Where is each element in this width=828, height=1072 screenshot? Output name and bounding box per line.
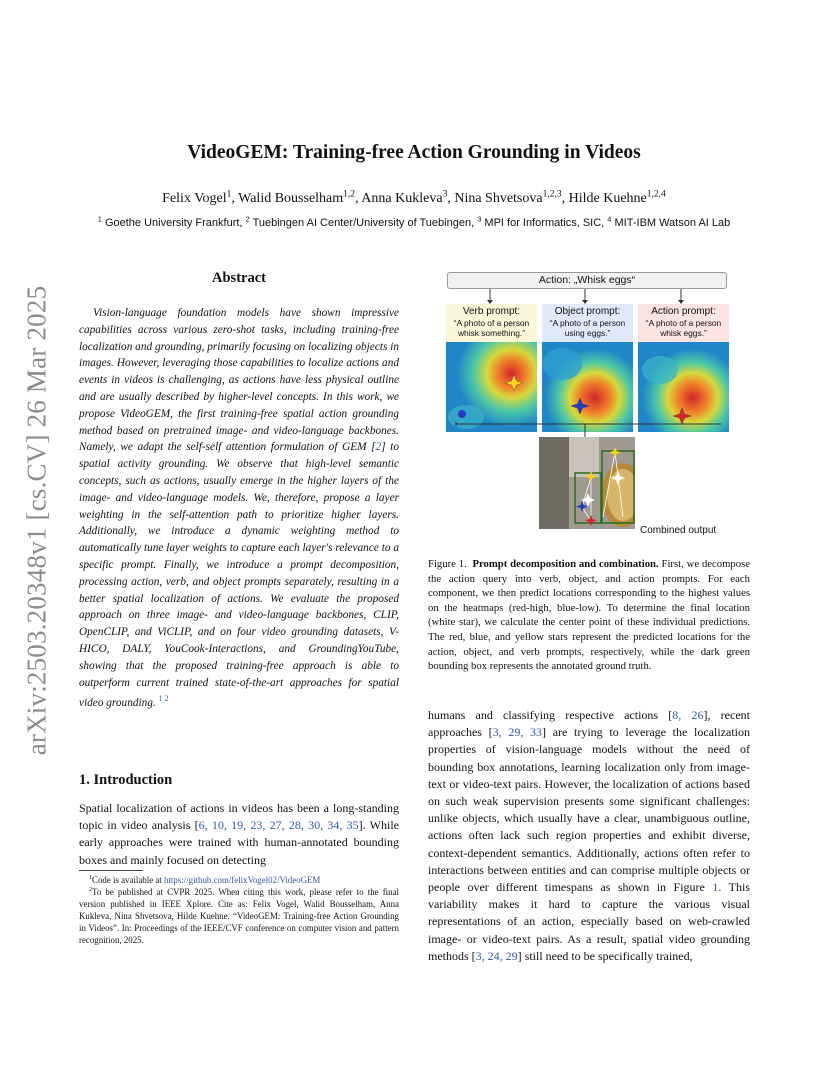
affiliation: MIT-IBM Watson AI Lab xyxy=(614,217,731,229)
verb-heatmap xyxy=(446,342,537,432)
arxiv-stamp xyxy=(20,280,54,760)
figure-1 xyxy=(446,272,730,542)
author-name: Nina Shvetsova xyxy=(454,191,543,206)
intro-paragraph: Spatial localization of actions in videos has been a long-standing topic in video analysis [6, 10, 19, 23, 27, 28, 30, 34, 35]. While early approaches were trained with human-annotated bounding boxes and mainly focused on detecting xyxy=(79,801,399,867)
citation-link[interactable]: 3, 29, 33 xyxy=(492,725,543,740)
action-query-box: Action: „Whisk eggs“ xyxy=(447,272,727,289)
author-name: Anna Kukleva xyxy=(361,191,443,206)
action-heatmap xyxy=(638,342,729,432)
affiliation: MPI for Informatics, SIC, xyxy=(484,217,605,229)
author-list: Felix Vogel$^1$, Walid Bousselham$^{1,2}$, Anna Kukleva$^3$, Nina Shvetsova$^{1,2,3}$, Hilde Kuehne$^{1,2,4}$ xyxy=(162,189,666,206)
footnote-divider xyxy=(79,870,143,871)
abstract-heading: Abstract xyxy=(212,270,266,286)
author-name: Hilde Kuehne xyxy=(568,191,647,206)
figure-caption: Figure 1. Prompt decomposition and combination. First, we decompose the action query into verb, object, and action prompts. For each component, we then predict locations corresponding to the highest values on the heatmaps (red-high, blue-low). To determine the final location (white star), we calculate the center point of these individual predictions. The red, blue, and yellow stars represent the predicted locations for the action, object, and verb prompts, respectively, while the dark green bounding box represents the annotated ground truth. xyxy=(428,558,751,673)
verb-prompt-label: Verb prompt: “A photo of a person whisk something.” xyxy=(446,304,537,342)
intro-paragraph-continued: humans and classifying respective actions [8, 26], recent approaches [3, 29, 33] are trying to leverage the localization properties of vision-language models without the need of bounding box annotations, learning localization only from image- text or video-text pairs. However, the localization of actions based on such weak supervision presents some significant challenges: unlike objects, which usually have a clear, unambiguous outline, actions often lack such region properties and exhibit diverse, context-dependent semantics. Additionally, actions often refer to interactions between entities and can comprise multiple objects or people over different timespans as shown in Figure 1. This variability makes it hard to capture the various visual representations of an action, especially based on web-crawled image- or video-text pairs. As a result, spatial video grounding methods [3, 24, 29] still need to be specifically trained, xyxy=(428,708,751,963)
affiliations: $^1$ Goethe University Frankfurt, $^2$ Tuebingen AI Center/University of Tuebingen, $^3$ MPI for Informatics, SIC, $^4$ MIT-IBM Watson AI Lab xyxy=(97,214,731,229)
author-name: Felix Vogel xyxy=(162,191,227,206)
object-prompt-label: Object prompt: “A photo of a person using eggs.” xyxy=(542,304,633,342)
code-link[interactable]: https://github.com/felixVogel02/VideoGEM xyxy=(164,875,321,885)
combined-output-label: Combined output xyxy=(640,525,717,536)
paper-title: VideoGEM: Training-free Action Grounding in Videos xyxy=(187,142,641,163)
object-prompt-panel xyxy=(542,304,633,398)
section-heading: 1. Introduction xyxy=(79,772,173,788)
footnote-1: $^1$Code is available at https://github.com/felixVogel02/VideoGEM xyxy=(89,875,321,885)
combined-output-image xyxy=(539,437,635,529)
arxiv-id: arXiv:2503.20348v1 [cs.CV] 26 Mar 2025 xyxy=(21,285,52,755)
footnotes xyxy=(79,874,399,946)
object-heatmap xyxy=(542,342,633,432)
citation-link[interactable]: 2 xyxy=(375,441,382,454)
affiliation: Goethe University Frankfurt, xyxy=(104,217,243,229)
footnote-marks[interactable]: 1 2 xyxy=(158,694,169,704)
figure-ref-link[interactable]: 1 xyxy=(712,880,719,895)
footnote-2: $^2$To be published at CVPR 2025. When citing this work, please refer to the final version published in IEEE Xplore. Cite as: Felix Vogel, Walid Bousselham, Anna Kukleva, Nina Shvetsova, Hilde Kuehne. “VideoGEM: Training-free Action Grounding in Videos”. In: Proceedings of the IEEE/CVF conference on computer vision and pattern recognition, 2025. xyxy=(79,887,399,945)
citation-link[interactable]: 6, 10, 19, 23, 27, 28, 30, 34, 35 xyxy=(198,818,359,833)
abstract-text: Vision-language foundation models have shown impressive capabilities across various zero-shot tasks, including training-free localization and grounding, primarily focusing on localizing objects in images. However, leveraging those capabilities to localize actions and events in videos is challenging, as actions have less physical outline and are usually described by higher-level concepts. In this work, we propose VideoGEM, the first training-free spatial action grounding method based on pretrained image- and video-language backbones. Namely, we adapt the self-self attention formulation of GEM [2] to spatial activity grounding. We observe that high-level semantic concepts, such as actions, usually emerge in the higher layers of the image- and video-language models. We, therefore, propose a layer weighting in the self-attention path to prioritize higher layers. Additionally, we introduce a dynamic weighting method to automatically tune layer weights to capture each layer's relevance to a specific prompt. Finally, we introduce a prompt decomposition, processing action, verb, and object prompts separately, resulting in a better spatial localization of actions. We evaluate the proposed approach on three image- and video-language backbones, CLIP, OpenCLIP, and ViCLIP, and on four video grounding datasets, V-HICO, DALY, YouCook-Interactions, and GroundingYouTube, showing that the proposed training-free approach is able to outperform current trained state-of-the-art approaches for spatial video grounding. $^{1 2}$ xyxy=(79,307,399,710)
action-prompt-panel xyxy=(638,304,729,398)
verb-prompt-panel xyxy=(446,304,537,398)
citation-link[interactable]: 8, 26 xyxy=(672,708,704,722)
abstract-section xyxy=(79,270,399,712)
author-name: Walid Bousselham xyxy=(238,191,344,206)
citation-link[interactable]: 3, 24, 29 xyxy=(475,948,518,963)
branch-arrows xyxy=(446,289,730,305)
affiliation: Tuebingen AI Center/University of Tuebingen, xyxy=(252,217,475,229)
action-prompt-label: Action prompt: “A photo of a person whisk eggs.” xyxy=(638,304,729,342)
